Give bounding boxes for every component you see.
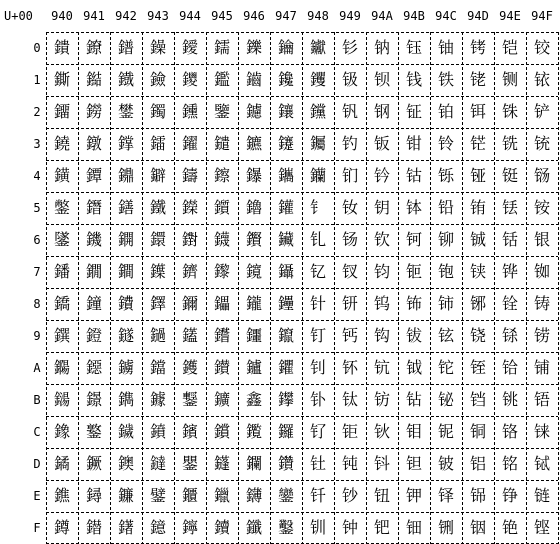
glyph-cell: 鑇 <box>181 262 198 281</box>
glyph-cell: 铖 <box>469 230 486 249</box>
glyph-cell: 铊 <box>437 358 454 377</box>
glyph-cell: 钿 <box>405 518 422 537</box>
glyph-cell: 铔 <box>469 166 486 185</box>
glyph-cell: 鐒 <box>85 102 102 121</box>
glyph-cell: 鐤 <box>117 166 134 185</box>
glyph-cell: 铆 <box>437 230 454 249</box>
glyph-cell: 鐆 <box>53 230 70 249</box>
glyph-cell: 钳 <box>405 134 422 153</box>
glyph-cell: 铉 <box>437 326 454 345</box>
row-header: 1 <box>33 73 41 87</box>
glyph-cell: 鐔 <box>85 166 102 185</box>
glyph-cell: 鐢 <box>117 102 134 121</box>
glyph-cell: 铋 <box>437 390 454 409</box>
glyph-cell: 鑕 <box>213 198 230 217</box>
glyph-cell: 铱 <box>533 70 550 89</box>
glyph-cell: 鐄 <box>53 166 70 185</box>
column-header: 945 <box>211 9 233 23</box>
glyph-cell: 鐰 <box>149 38 166 57</box>
glyph-cell: 铥 <box>501 198 518 217</box>
glyph-cell: 鑄 <box>181 166 198 185</box>
glyph-cell: 铡 <box>501 70 518 89</box>
glyph-cell: 鐈 <box>53 294 70 313</box>
glyph-cell: 鑨 <box>245 294 262 313</box>
glyph-cell: 钡 <box>373 70 390 89</box>
row-header: F <box>33 521 41 535</box>
glyph-cell: 铙 <box>469 326 486 345</box>
glyph-cell: 铬 <box>501 422 518 441</box>
glyph-cell: 铫 <box>501 390 518 409</box>
glyph-cell: 鐊 <box>53 358 70 377</box>
glyph-cell: 鐨 <box>117 294 134 313</box>
glyph-cell: 鑒 <box>213 102 230 121</box>
glyph-cell: 铪 <box>501 358 518 377</box>
glyph-cell: 钫 <box>373 390 390 409</box>
glyph-cell: 钭 <box>373 454 390 473</box>
glyph-cell: 钚 <box>341 358 358 377</box>
glyph-cell: 铗 <box>469 262 486 281</box>
glyph-cell: 铀 <box>437 38 454 57</box>
glyph-cell: 鑺 <box>277 358 294 377</box>
glyph-cell: 鑈 <box>181 294 198 313</box>
glyph-cell: 鐮 <box>117 486 134 505</box>
glyph-cell: 鐩 <box>117 326 134 345</box>
glyph-cell: 钓 <box>341 134 358 153</box>
glyph-cell: 铁 <box>437 70 454 89</box>
glyph-cell: 钼 <box>405 422 422 441</box>
glyph-cell: 铺 <box>533 358 550 377</box>
glyph-cell: 铼 <box>533 422 550 441</box>
glyph-cell: 钱 <box>405 70 422 89</box>
glyph-cell: 鑙 <box>213 326 230 345</box>
glyph-cell: 鑹 <box>277 326 294 345</box>
glyph-cell: 鑔 <box>213 166 230 185</box>
glyph-cell: 鑋 <box>181 390 198 409</box>
glyph-cell: 铟 <box>469 518 486 537</box>
glyph-cell: 鐱 <box>149 70 166 89</box>
glyph-cell: 钲 <box>405 102 422 121</box>
glyph-cell: 铛 <box>469 390 486 409</box>
glyph-cell: 铏 <box>437 518 454 537</box>
glyph-cell: 鐧 <box>117 262 134 281</box>
glyph-cell: 铓 <box>469 134 486 153</box>
glyph-cell: 钢 <box>373 102 390 121</box>
glyph-cell: 铴 <box>533 166 550 185</box>
glyph-cell: 鑌 <box>181 422 198 441</box>
glyph-cell: 鑚 <box>213 358 230 377</box>
glyph-cell: 鑢 <box>245 102 262 121</box>
glyph-cell: 鐉 <box>53 326 70 345</box>
glyph-cell: 鐙 <box>85 326 102 345</box>
glyph-cell: 铜 <box>469 422 486 441</box>
column-header: 94C <box>435 9 457 23</box>
glyph-cell: 钧 <box>373 262 390 281</box>
glyph-cell: 鐕 <box>85 198 102 217</box>
row-header: B <box>33 393 41 407</box>
row-header: 3 <box>33 137 41 151</box>
glyph-cell: 鐝 <box>85 454 102 473</box>
glyph-cell: 鑫 <box>245 390 262 409</box>
glyph-cell: 鐐 <box>85 38 102 57</box>
glyph-cell: 鑃 <box>181 134 198 153</box>
glyph-cell: 鐡 <box>117 70 134 89</box>
glyph-cell: 钘 <box>341 294 358 313</box>
glyph-cell: 钤 <box>373 166 390 185</box>
glyph-cell: 鐀 <box>53 38 70 57</box>
glyph-cell: 铧 <box>501 262 518 281</box>
glyph-cell: 钦 <box>373 230 390 249</box>
glyph-cell: 铃 <box>437 134 454 153</box>
glyph-cell: 鐟 <box>85 518 102 537</box>
row-header: D <box>33 457 41 471</box>
glyph-cell: 钴 <box>405 166 422 185</box>
glyph-cell: 鑶 <box>277 230 294 249</box>
column-header: 944 <box>179 9 201 23</box>
column-header: 940 <box>51 9 73 23</box>
glyph-cell: 钁 <box>309 70 326 89</box>
glyph-cell: 鐶 <box>149 230 166 249</box>
glyph-cell: 鑭 <box>245 454 262 473</box>
glyph-cell: 钟 <box>341 518 358 537</box>
glyph-cell: 钵 <box>405 198 422 217</box>
glyph-cell: 鑓 <box>213 134 230 153</box>
glyph-cell: 钛 <box>341 390 358 409</box>
glyph-cell: 鐖 <box>85 230 102 249</box>
glyph-cell: 铎 <box>437 486 454 505</box>
glyph-cell: 鐺 <box>149 358 166 377</box>
glyph-cell: 鑜 <box>213 422 230 441</box>
glyph-cell: 鑊 <box>181 358 198 377</box>
glyph-cell: 鑰 <box>277 38 294 57</box>
glyph-cell: 鐼 <box>149 422 166 441</box>
glyph-cell: 鐥 <box>117 198 134 217</box>
glyph-cell: 铠 <box>501 38 518 57</box>
glyph-cell: 钺 <box>405 358 422 377</box>
glyph-cell: 钠 <box>373 38 390 57</box>
glyph-cell: 鐇 <box>53 262 70 281</box>
glyph-cell: 铿 <box>533 518 550 537</box>
glyph-cell: 鐳 <box>149 134 166 153</box>
glyph-cell: 鐬 <box>117 422 134 441</box>
glyph-cell: 鑳 <box>277 134 294 153</box>
glyph-cell: 钋 <box>309 390 326 409</box>
glyph-cell: 鑯 <box>245 518 262 537</box>
glyph-cell: 鐏 <box>53 518 70 537</box>
glyph-cell: 钑 <box>341 70 358 89</box>
glyph-cell: 铢 <box>501 102 518 121</box>
column-header: 946 <box>243 9 265 23</box>
glyph-cell: 鑠 <box>245 38 262 57</box>
glyph-cell: 铯 <box>501 518 518 537</box>
glyph-cell: 钖 <box>341 230 358 249</box>
glyph-cell: 鐭 <box>117 454 134 473</box>
glyph-cell: 鑎 <box>181 486 198 505</box>
glyph-cell: 鑍 <box>181 454 198 473</box>
glyph-cell: 鑴 <box>277 166 294 185</box>
glyph-cell: 钒 <box>341 102 358 121</box>
glyph-cell: 鑮 <box>245 486 262 505</box>
glyph-cell: 鐠 <box>117 38 134 57</box>
glyph-cell: 鐞 <box>85 486 102 505</box>
glyph-cell: 铂 <box>437 102 454 121</box>
glyph-cell: 铻 <box>533 390 550 409</box>
glyph-cell: 钪 <box>373 358 390 377</box>
glyph-cell: 鐜 <box>85 422 102 441</box>
glyph-cell: 钄 <box>309 166 326 185</box>
glyph-cell: 鐂 <box>53 102 70 121</box>
glyph-cell: 钗 <box>341 262 358 281</box>
glyph-cell: 钮 <box>373 486 390 505</box>
glyph-cell: 铭 <box>501 454 518 473</box>
glyph-cell: 鐪 <box>117 358 134 377</box>
glyph-cell: 鑾 <box>277 486 294 505</box>
column-header: 948 <box>307 9 329 23</box>
corner-label: U+00 <box>4 9 33 23</box>
glyph-cell: 鑼 <box>277 422 294 441</box>
glyph-cell: 鑪 <box>245 358 262 377</box>
glyph-cell: 钯 <box>373 518 390 537</box>
glyph-cell: 鐦 <box>117 230 134 249</box>
column-header: 942 <box>115 9 137 23</box>
column-header: 949 <box>339 9 361 23</box>
glyph-cell: 鑬 <box>245 422 262 441</box>
row-header: 7 <box>33 265 41 279</box>
column-header: 94A <box>371 9 393 23</box>
glyph-cell: 钸 <box>405 294 422 313</box>
glyph-cell: 钃 <box>309 134 326 153</box>
glyph-cell: 鑘 <box>213 294 230 313</box>
glyph-cell: 钹 <box>405 326 422 345</box>
glyph-cell: 铹 <box>533 326 550 345</box>
column-header: 941 <box>83 9 105 23</box>
row-header: 0 <box>33 41 41 55</box>
glyph-cell: 鐽 <box>149 454 166 473</box>
glyph-cell: 鐫 <box>117 390 134 409</box>
glyph-cell: 钷 <box>405 262 422 281</box>
glyph-cell: 鐑 <box>85 70 102 89</box>
glyph-cell: 鑻 <box>277 390 294 409</box>
glyph-cell: 钕 <box>341 198 358 217</box>
glyph-cell: 鐲 <box>149 102 166 121</box>
glyph-cell: 鑿 <box>277 518 294 537</box>
glyph-cell: 鑟 <box>213 518 230 537</box>
glyph-cell: 鑸 <box>277 294 294 313</box>
glyph-cell: 铵 <box>533 198 550 217</box>
glyph-cell: 鐛 <box>85 390 102 409</box>
glyph-cell: 鑧 <box>245 262 262 281</box>
glyph-cell: 铮 <box>501 486 518 505</box>
glyph-cell: 铣 <box>501 134 518 153</box>
row-header: 5 <box>33 201 41 215</box>
glyph-cell: 钞 <box>341 486 358 505</box>
glyph-cell: 铐 <box>469 38 486 57</box>
glyph-cell: 鐗 <box>85 262 102 281</box>
glyph-cell: 鐿 <box>149 518 166 537</box>
row-header: A <box>33 361 41 375</box>
glyph-cell: 鐻 <box>149 390 166 409</box>
glyph-cell: 鐌 <box>53 422 70 441</box>
glyph-cell: 钐 <box>341 38 358 57</box>
glyph-cell: 钩 <box>373 326 390 345</box>
glyph-cell: 铒 <box>469 102 486 121</box>
row-header: 6 <box>33 233 41 247</box>
glyph-cell: 钥 <box>373 198 390 217</box>
glyph-cell: 铲 <box>533 102 550 121</box>
glyph-cell: 鐍 <box>53 454 70 473</box>
glyph-cell: 鑽 <box>277 454 294 473</box>
glyph-cell: 鑆 <box>181 230 198 249</box>
glyph-cell: 铄 <box>437 166 454 185</box>
glyph-cell: 钇 <box>309 262 326 281</box>
glyph-cell: 鐾 <box>149 486 166 505</box>
glyph-cell: 鑅 <box>181 198 198 217</box>
glyph-cell: 鑀 <box>181 38 198 57</box>
glyph-cell: 鑂 <box>181 102 198 121</box>
glyph-cell: 鐷 <box>149 262 166 281</box>
glyph-cell: 钆 <box>309 230 326 249</box>
glyph-cell: 鑐 <box>213 38 230 57</box>
glyph-cell: 钎 <box>309 486 326 505</box>
glyph-cell: 钝 <box>341 454 358 473</box>
glyph-cell: 铷 <box>533 262 550 281</box>
glyph-cell: 铞 <box>469 486 486 505</box>
glyph-cell: 鑖 <box>213 230 230 249</box>
glyph-cell: 鑣 <box>245 134 262 153</box>
glyph-cell: 钶 <box>405 230 422 249</box>
column-header: 947 <box>275 9 297 23</box>
glyph-cell: 鐚 <box>85 358 102 377</box>
glyph-cell: 铝 <box>469 454 486 473</box>
glyph-cell: 鑥 <box>245 198 262 217</box>
glyph-cell: 钽 <box>405 454 422 473</box>
glyph-cell: 铕 <box>469 198 486 217</box>
glyph-cell: 针 <box>309 294 326 313</box>
glyph-cell: 鑏 <box>181 518 198 537</box>
row-header: 9 <box>33 329 41 343</box>
column-header: 94D <box>467 9 489 23</box>
glyph-cell: 钊 <box>309 358 326 377</box>
glyph-cell: 铰 <box>533 38 550 57</box>
glyph-cell: 银 <box>533 230 550 249</box>
glyph-cell: 鑱 <box>277 70 294 89</box>
glyph-cell: 鐣 <box>117 134 134 153</box>
row-header: 8 <box>33 297 41 311</box>
glyph-cell: 鑵 <box>277 198 294 217</box>
column-header: 94F <box>531 9 553 23</box>
glyph-cell: 鑡 <box>245 70 262 89</box>
row-header: 4 <box>33 169 41 183</box>
glyph-cell: 鐋 <box>53 390 70 409</box>
glyph-cell: 鑷 <box>277 262 294 281</box>
glyph-cell: 钻 <box>405 390 422 409</box>
glyph-cell: 钨 <box>373 294 390 313</box>
glyph-cell: 铍 <box>437 454 454 473</box>
glyph-cell: 钣 <box>373 134 390 153</box>
glyph-cell: 鑝 <box>213 454 230 473</box>
glyph-cell: 链 <box>533 486 550 505</box>
glyph-cell: 鑗 <box>213 262 230 281</box>
glyph-cell: 钬 <box>373 422 390 441</box>
glyph-cell: 钉 <box>309 326 326 345</box>
glyph-cell: 鑑 <box>213 70 230 89</box>
glyph-cell: 鑦 <box>245 230 262 249</box>
glyph-cell: 铈 <box>437 294 454 313</box>
glyph-cell: 鐘 <box>85 294 102 313</box>
column-header: 943 <box>147 9 169 23</box>
glyph-cell: 鐯 <box>117 518 134 537</box>
glyph-cell: 钅 <box>309 198 326 217</box>
glyph-cell: 鐃 <box>53 134 70 153</box>
glyph-cell: 铌 <box>437 422 454 441</box>
column-header: 94B <box>403 9 425 23</box>
glyph-cell: 鐓 <box>85 134 102 153</box>
glyph-cell: 铅 <box>437 198 454 217</box>
glyph-cell: 钀 <box>309 38 326 57</box>
glyph-cell: 铽 <box>533 454 550 473</box>
glyph-cell: 铚 <box>469 358 486 377</box>
glyph-cell: 铩 <box>501 326 518 345</box>
glyph-cell: 钰 <box>405 38 422 57</box>
glyph-cell: 钾 <box>405 486 422 505</box>
glyph-cell: 铑 <box>469 70 486 89</box>
glyph-cell: 鑁 <box>181 70 198 89</box>
glyph-cell: 铇 <box>437 262 454 281</box>
glyph-cell: 鐹 <box>149 326 166 345</box>
glyph-cell: 铤 <box>501 166 518 185</box>
glyph-cell: 鑉 <box>181 326 198 345</box>
glyph-cell: 鑛 <box>213 390 230 409</box>
glyph-cell: 鐵 <box>149 198 166 217</box>
glyph-cell: 鐸 <box>149 294 166 313</box>
glyph-cell: 鑲 <box>277 102 294 121</box>
glyph-cell: 钌 <box>309 422 326 441</box>
glyph-cell: 铘 <box>469 294 486 313</box>
glyph-cell: 鑞 <box>213 486 230 505</box>
glyph-cell: 钍 <box>309 454 326 473</box>
glyph-cell: 钙 <box>341 326 358 345</box>
glyph-cell: 铳 <box>533 134 550 153</box>
glyph-cell: 钔 <box>341 166 358 185</box>
glyph-cell: 铦 <box>501 230 518 249</box>
glyph-cell: 铨 <box>501 294 518 313</box>
glyph-cell: 鐅 <box>53 198 70 217</box>
glyph-cell: 鐴 <box>149 166 166 185</box>
row-header: E <box>33 489 41 503</box>
glyph-cell: 铸 <box>533 294 550 313</box>
glyph-cell: 鑤 <box>245 166 262 185</box>
glyph-cell: 鐎 <box>53 486 70 505</box>
glyph-cell: 鑩 <box>245 326 262 345</box>
glyph-cell: 钏 <box>309 518 326 537</box>
row-header: 2 <box>33 105 41 119</box>
glyph-cell: 钂 <box>309 102 326 121</box>
column-header: 94E <box>499 9 521 23</box>
glyph-cell: 钜 <box>341 422 358 441</box>
glyph-cell: 鐁 <box>53 70 70 89</box>
row-header: C <box>33 425 41 439</box>
